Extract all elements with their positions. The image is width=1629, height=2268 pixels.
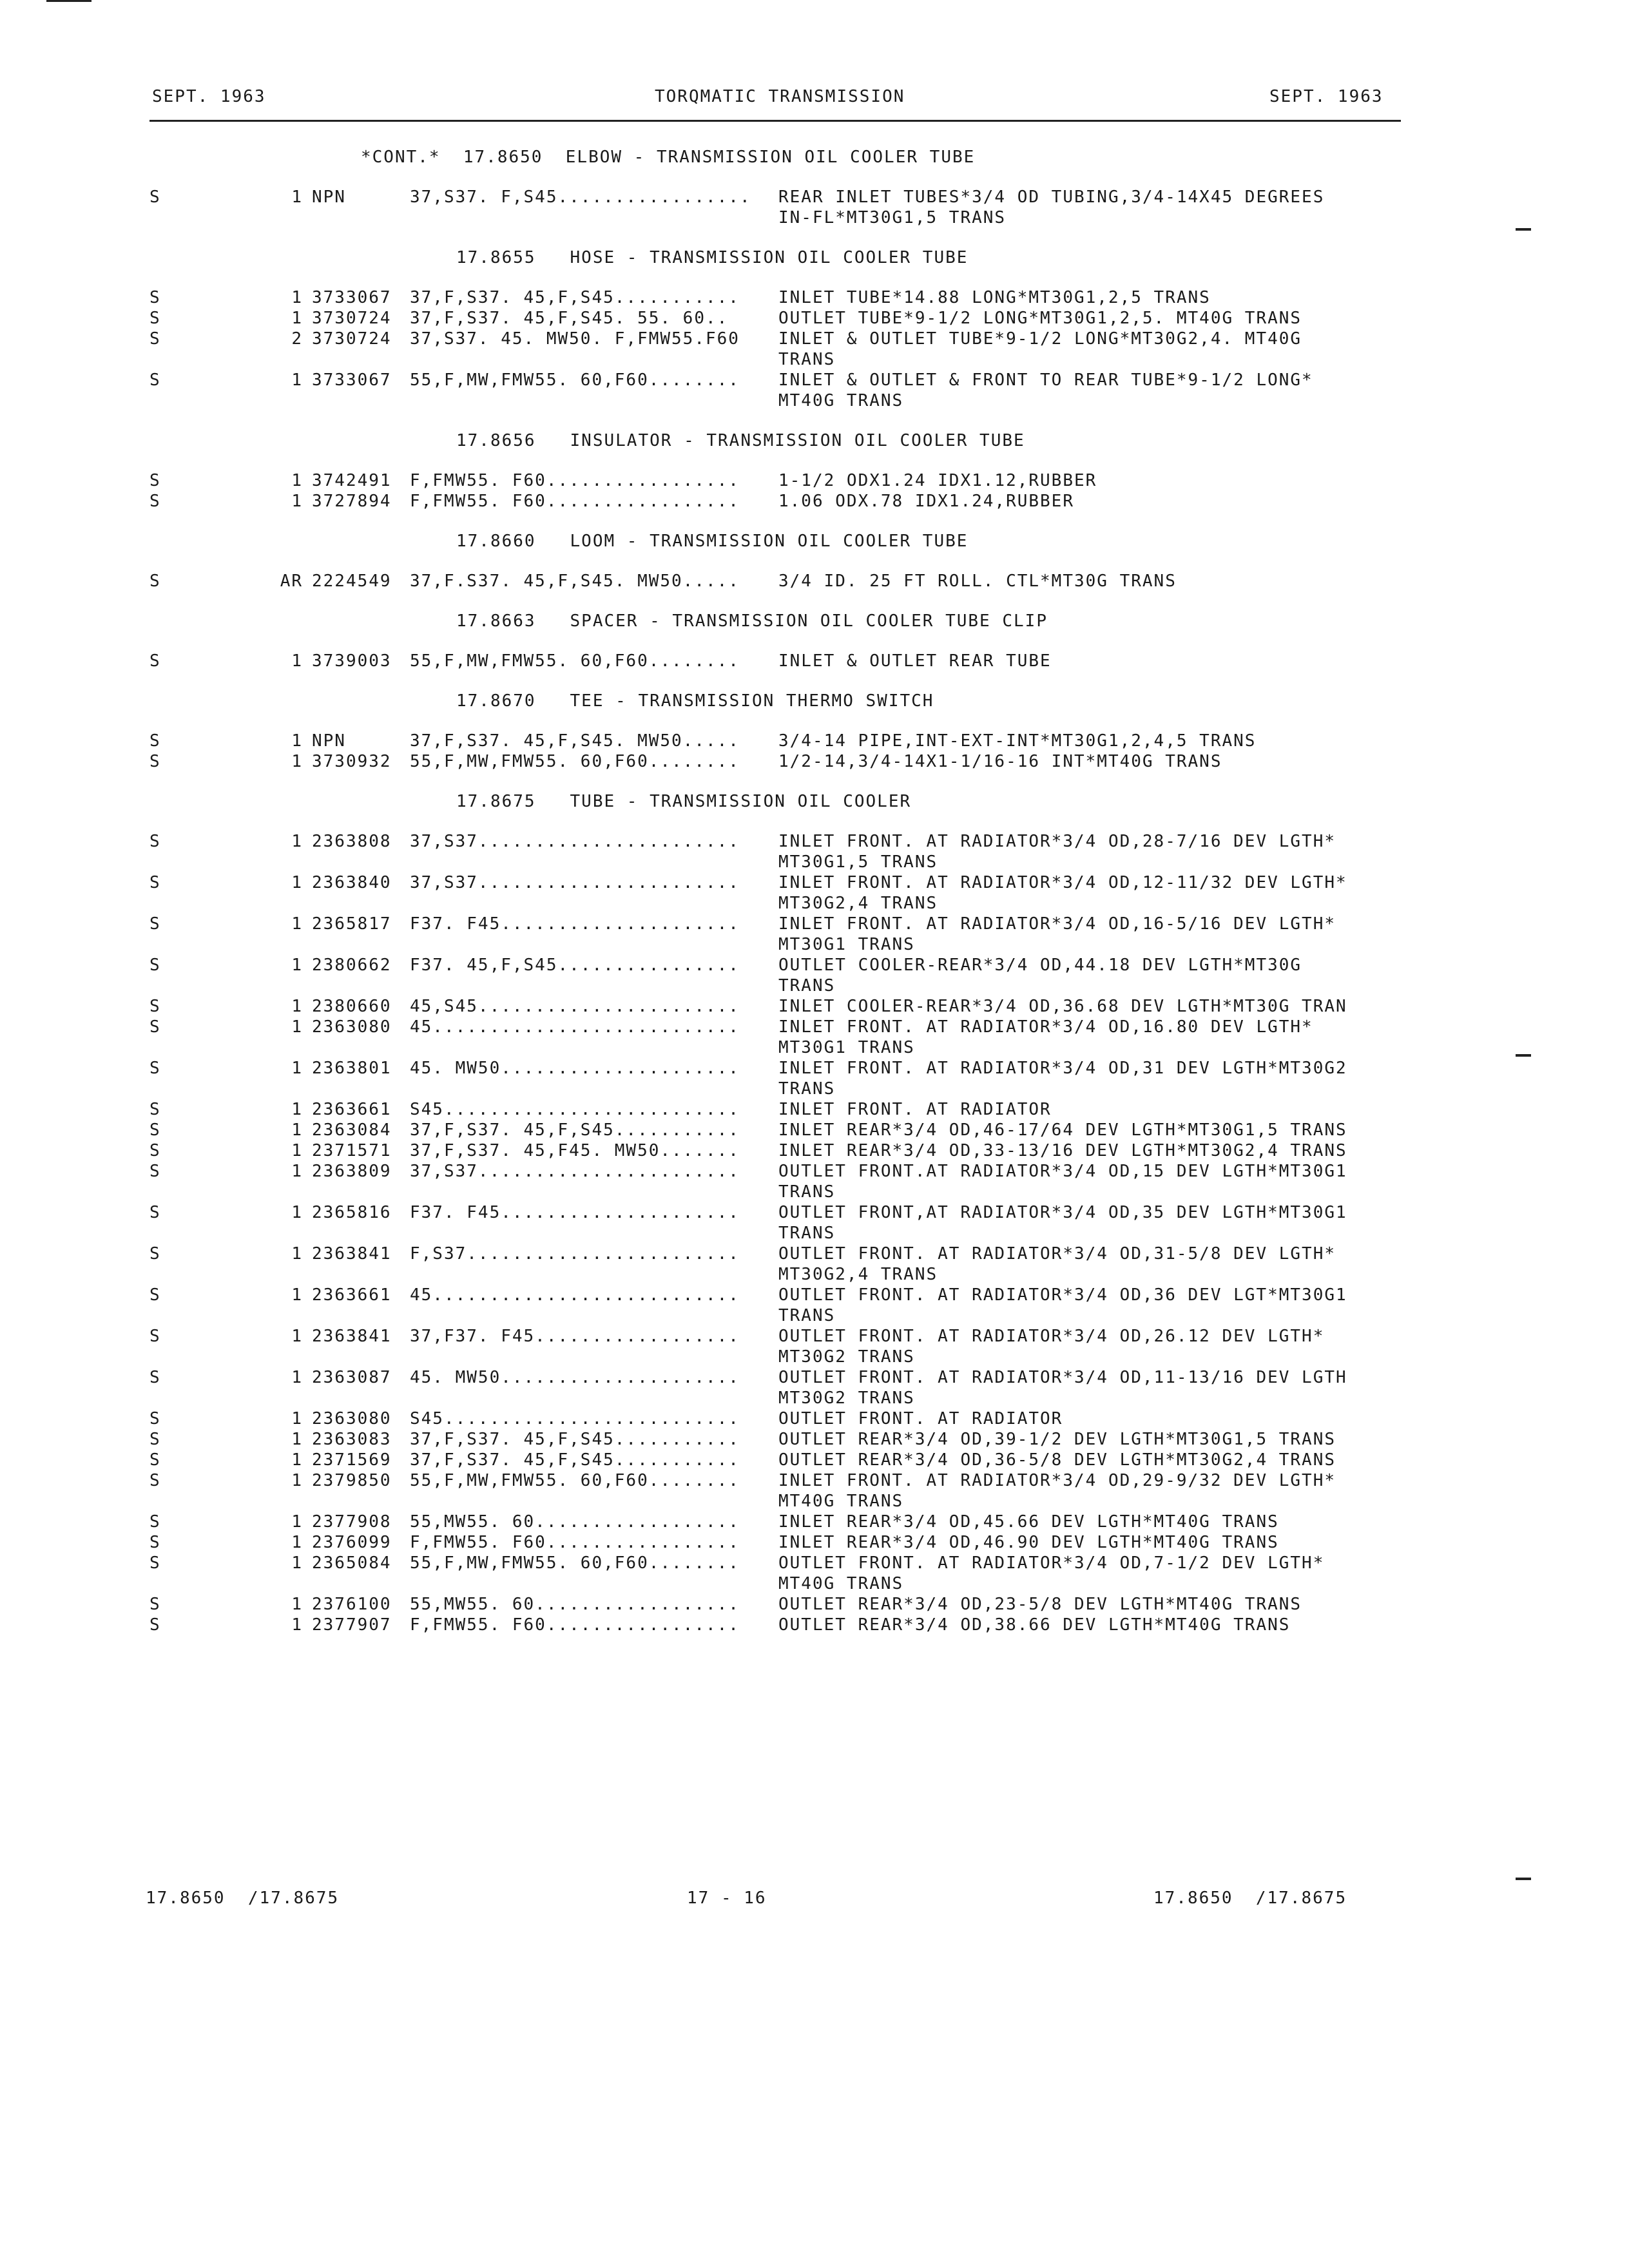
quantity: 1 (291, 1430, 303, 1449)
service-flag: S (149, 329, 161, 349)
part-row (0, 872, 1629, 914)
quantity: AR (280, 572, 303, 591)
service-flag: S (149, 471, 161, 490)
part-number: 2379850 (312, 1471, 392, 1490)
section-heading (0, 691, 1629, 713)
part-row (0, 1120, 1629, 1140)
applicability: F37. 45,F,S45................ (410, 956, 740, 975)
part-description: INLET & OUTLET REAR TUBE (778, 651, 1052, 671)
quantity: 1 (291, 1120, 303, 1140)
part-description: INLET FRONT. AT RADIATOR*3/4 OD,16-5/16 DEV LGTH* MT30G1 TRANS (778, 914, 1336, 954)
scan-mark (46, 0, 92, 2)
section-title: 17.8656 INSULATOR - TRANSMISSION OIL COOLER TUBE (456, 431, 1025, 450)
part-number: 3739003 (312, 651, 392, 671)
part-number: 2365816 (312, 1203, 392, 1222)
applicability: 37,F.S37. 45,F,S45. MW50..... (410, 572, 740, 591)
service-flag: S (149, 1368, 161, 1387)
part-row (0, 1140, 1629, 1161)
service-flag: S (149, 1100, 161, 1119)
section-heading (0, 791, 1629, 813)
part-description: 1-1/2 ODX1.24 IDX1.12,RUBBER (778, 471, 1097, 490)
part-number: 2363080 (312, 1017, 392, 1037)
part-number: 2224549 (312, 572, 392, 591)
footer-range-left: 17.8650 /17.8675 (146, 1888, 340, 1908)
part-description: OUTLET FRONT. AT RADIATOR*3/4 OD,7-1/2 DEV LGTH* MT40G TRANS (778, 1553, 1325, 1593)
page-footer (0, 1888, 1629, 1911)
part-row (0, 1408, 1629, 1429)
part-description: INLET FRONT. AT RADIATOR*3/4 OD,28-7/16 DEV LGTH* MT30G1,5 TRANS (778, 832, 1336, 872)
part-row (0, 1450, 1629, 1470)
part-description: OUTLET REAR*3/4 OD,38.66 DEV LGTH*MT40G TRANS (778, 1615, 1291, 1635)
quantity: 1 (291, 1203, 303, 1222)
part-description: OUTLET REAR*3/4 OD,23-5/8 DEV LGTH*MT40G TRANS (778, 1595, 1302, 1614)
quantity: 1 (291, 997, 303, 1016)
quantity: 1 (291, 1285, 303, 1305)
part-description: INLET REAR*3/4 OD,33-13/16 DEV LGTH*MT30G2,4 TRANS (778, 1141, 1347, 1160)
applicability: 37,S37....................... (410, 873, 740, 892)
section-title: 17.8655 HOSE - TRANSMISSION OIL COOLER TUBE (456, 248, 969, 267)
part-description: OUTLET FRONT. AT RADIATOR (778, 1409, 1063, 1428)
part-row (0, 651, 1629, 671)
applicability: 37,F,S37. 45,F,S45. 55. 60.. (410, 309, 729, 328)
service-flag: S (149, 997, 161, 1016)
applicability: 37,S37....................... (410, 832, 740, 851)
applicability: F,FMW55. F60................. (410, 1533, 740, 1552)
service-flag: S (149, 492, 161, 511)
service-flag: S (149, 731, 161, 751)
part-row (0, 187, 1629, 228)
part-row (0, 831, 1629, 872)
part-description: OUTLET FRONT. AT RADIATOR*3/4 OD,26.12 DEV LGTH* MT30G2 TRANS (778, 1327, 1325, 1367)
part-number: 2377907 (312, 1615, 392, 1635)
service-flag: S (149, 832, 161, 851)
part-row (0, 1429, 1629, 1450)
part-description: OUTLET COOLER-REAR*3/4 OD,44.18 DEV LGTH*MT30G TRANS (778, 956, 1302, 995)
part-number: 2371571 (312, 1141, 392, 1160)
part-description: OUTLET FRONT. AT RADIATOR*3/4 OD,31-5/8 DEV LGTH* MT30G2,4 TRANS (778, 1244, 1336, 1284)
applicability: 45. MW50..................... (410, 1368, 740, 1387)
applicability: 55,F,MW,FMW55. 60,F60........ (410, 1553, 740, 1573)
quantity: 1 (291, 956, 303, 975)
part-row (0, 1285, 1629, 1326)
part-row (0, 731, 1629, 751)
part-description: INLET & OUTLET & FRONT TO REAR TUBE*9-1/2 LONG* MT40G TRANS (778, 370, 1313, 410)
section-title: 17.8670 TEE - TRANSMISSION THERMO SWITCH (456, 691, 934, 711)
applicability: 37,F37. F45.................. (410, 1327, 740, 1346)
section-title: 17.8663 SPACER - TRANSMISSION OIL COOLER TUBE CLIP (456, 611, 1048, 631)
part-row (0, 1099, 1629, 1120)
quantity: 1 (291, 471, 303, 490)
header-date-right: SEPT. 1963 (1269, 87, 1383, 106)
section-title: *CONT.* 17.8650 ELBOW - TRANSMISSION OIL COOLER TUBE (361, 148, 976, 167)
quantity: 1 (291, 731, 303, 751)
part-row (0, 1367, 1629, 1408)
applicability: 45,S45....................... (410, 997, 740, 1016)
service-flag: S (149, 1430, 161, 1449)
part-description: INLET FRONT. AT RADIATOR*3/4 OD,12-11/32 DEV LGTH* MT30G2,4 TRANS (778, 873, 1347, 913)
part-row (0, 955, 1629, 996)
part-number: 2363080 (312, 1409, 392, 1428)
applicability: S45.......................... (410, 1100, 740, 1119)
service-flag: S (149, 1285, 161, 1305)
service-flag: S (149, 1409, 161, 1428)
part-description: 1.06 ODX.78 IDX1.24,RUBBER (778, 492, 1074, 511)
part-number: 3742491 (312, 471, 392, 490)
quantity: 1 (291, 288, 303, 307)
section-heading (0, 531, 1629, 553)
service-flag: S (149, 914, 161, 934)
service-flag: S (149, 1203, 161, 1222)
part-row (0, 1202, 1629, 1244)
quantity: 1 (291, 1162, 303, 1181)
part-number: 2363083 (312, 1430, 392, 1449)
quantity: 1 (291, 1533, 303, 1552)
part-number: 2363801 (312, 1059, 392, 1078)
part-row (0, 470, 1629, 491)
quantity: 1 (291, 1595, 303, 1614)
part-description: INLET FRONT. AT RADIATOR*3/4 OD,29-9/32 DEV LGTH* MT40G TRANS (778, 1471, 1336, 1511)
applicability: F37. F45..................... (410, 914, 740, 934)
applicability: 37,F,S37. 45,F,S45........... (410, 288, 740, 307)
part-row (0, 329, 1629, 370)
part-number: 2363840 (312, 873, 392, 892)
part-number: 2377908 (312, 1512, 392, 1532)
part-number: 3730932 (312, 752, 392, 771)
footer-page-number: 17 - 16 (687, 1888, 767, 1908)
service-flag: S (149, 1512, 161, 1532)
part-number: 2363841 (312, 1244, 392, 1264)
applicability: S45.......................... (410, 1409, 740, 1428)
quantity: 1 (291, 1059, 303, 1078)
part-description: INLET REAR*3/4 OD,45.66 DEV LGTH*MT40G TRANS (778, 1512, 1279, 1532)
part-number: 2363661 (312, 1285, 392, 1305)
applicability: 37,F,S37. 45,F,S45. MW50..... (410, 731, 740, 751)
part-row (0, 1512, 1629, 1532)
part-number: 2363808 (312, 832, 392, 851)
part-description: OUTLET REAR*3/4 OD,36-5/8 DEV LGTH*MT30G2,4 TRANS (778, 1450, 1336, 1470)
part-number: 2380660 (312, 997, 392, 1016)
quantity: 1 (291, 914, 303, 934)
part-number: 2363661 (312, 1100, 392, 1119)
applicability: 55,F,MW,FMW55. 60,F60........ (410, 752, 740, 771)
header-date-left: SEPT. 1963 (152, 87, 266, 106)
quantity: 1 (291, 752, 303, 771)
service-flag: S (149, 309, 161, 328)
quantity: 1 (291, 187, 303, 207)
part-number: NPN (312, 187, 346, 207)
quantity: 1 (291, 309, 303, 328)
applicability: 37,S37. F,S45................. (410, 187, 751, 207)
applicability: F,S37........................ (410, 1244, 740, 1264)
part-number: 3730724 (312, 309, 392, 328)
part-description: REAR INLET TUBES*3/4 OD TUBING,3/4-14X45 DEGREES IN-FL*MT30G1,5 TRANS (778, 187, 1325, 227)
quantity: 1 (291, 1017, 303, 1037)
part-row (0, 751, 1629, 772)
part-description: INLET REAR*3/4 OD,46.90 DEV LGTH*MT40G TRANS (778, 1533, 1279, 1552)
part-description: OUTLET FRONT.AT RADIATOR*3/4 OD,15 DEV LGTH*MT30G1 TRANS (778, 1162, 1347, 1202)
part-row (0, 308, 1629, 329)
part-number: 2363087 (312, 1368, 392, 1387)
scan-mark (1516, 1878, 1531, 1880)
quantity: 2 (291, 329, 303, 349)
section-heading (0, 611, 1629, 633)
part-description: INLET COOLER-REAR*3/4 OD,36.68 DEV LGTH*MT30G TRAN (778, 997, 1347, 1016)
quantity: 1 (291, 1512, 303, 1532)
service-flag: S (149, 1450, 161, 1470)
part-row (0, 1244, 1629, 1285)
part-row (0, 1470, 1629, 1512)
quantity: 1 (291, 1141, 303, 1160)
quantity: 1 (291, 1615, 303, 1635)
service-flag: S (149, 1615, 161, 1635)
section-heading (0, 430, 1629, 452)
header-rule (149, 120, 1401, 122)
section-title: 17.8660 LOOM - TRANSMISSION OIL COOLER TUBE (456, 532, 969, 551)
part-row (0, 1326, 1629, 1367)
applicability: F,FMW55. F60................. (410, 1615, 740, 1635)
part-description: INLET FRONT. AT RADIATOR (778, 1100, 1052, 1119)
part-row (0, 1058, 1629, 1099)
applicability: F37. F45..................... (410, 1203, 740, 1222)
service-flag: S (149, 1059, 161, 1078)
part-description: OUTLET TUBE*9-1/2 LONG*MT30G1,2,5. MT40G TRANS (778, 309, 1302, 328)
footer-range-right: 17.8650 /17.8675 (1153, 1888, 1347, 1908)
parts-catalog (0, 147, 1629, 1635)
service-flag: S (149, 1141, 161, 1160)
part-description: 1/2-14,3/4-14X1-1/16-16 INT*MT40G TRANS (778, 752, 1222, 771)
service-flag: S (149, 187, 161, 207)
service-flag: S (149, 752, 161, 771)
service-flag: S (149, 1327, 161, 1346)
part-number: 2371569 (312, 1450, 392, 1470)
page-header (0, 86, 1629, 110)
part-description: OUTLET FRONT. AT RADIATOR*3/4 OD,36 DEV LGT*MT30G1 TRANS (778, 1285, 1347, 1325)
part-number: 2365817 (312, 914, 392, 934)
part-row (0, 996, 1629, 1017)
service-flag: S (149, 1162, 161, 1181)
applicability: 37,S37. 45. MW50. F,FMW55.F60 (410, 329, 740, 349)
part-row (0, 1017, 1629, 1058)
quantity: 1 (291, 1244, 303, 1264)
part-description: INLET FRONT. AT RADIATOR*3/4 OD,31 DEV LGTH*MT30G2 TRANS (778, 1059, 1347, 1099)
service-flag: S (149, 1017, 161, 1037)
quantity: 1 (291, 1327, 303, 1346)
applicability: 37,F,S37. 45,F45. MW50....... (410, 1141, 740, 1160)
header-title: TORQMATIC TRANSMISSION (655, 87, 905, 106)
quantity: 1 (291, 1368, 303, 1387)
part-description: INLET TUBE*14.88 LONG*MT30G1,2,5 TRANS (778, 288, 1211, 307)
quantity: 1 (291, 651, 303, 671)
part-row (0, 571, 1629, 591)
service-flag: S (149, 1244, 161, 1264)
applicability: 55,MW55. 60.................. (410, 1595, 740, 1614)
section-heading (0, 147, 1629, 169)
part-number: 3730724 (312, 329, 392, 349)
part-number: 3733067 (312, 370, 392, 390)
part-row (0, 287, 1629, 308)
section-title: 17.8675 TUBE - TRANSMISSION OIL COOLER (456, 792, 912, 811)
part-row (0, 1161, 1629, 1202)
part-description: OUTLET FRONT,AT RADIATOR*3/4 OD,35 DEV LGTH*MT30G1 TRANS (778, 1203, 1347, 1243)
applicability: F,FMW55. F60................. (410, 471, 740, 490)
part-description: INLET & OUTLET TUBE*9-1/2 LONG*MT30G2,4. MT40G TRANS (778, 329, 1302, 369)
part-number: 3727894 (312, 492, 392, 511)
applicability: 45........................... (410, 1285, 740, 1305)
part-row (0, 370, 1629, 411)
service-flag: S (149, 651, 161, 671)
applicability: 55,F,MW,FMW55. 60,F60........ (410, 651, 740, 671)
part-description: INLET REAR*3/4 OD,46-17/64 DEV LGTH*MT30G1,5 TRANS (778, 1120, 1347, 1140)
service-flag: S (149, 288, 161, 307)
part-row (0, 1532, 1629, 1553)
service-flag: S (149, 1595, 161, 1614)
applicability: 37,F,S37. 45,F,S45........... (410, 1450, 740, 1470)
part-number: 2363841 (312, 1327, 392, 1346)
part-number: 2363084 (312, 1120, 392, 1140)
quantity: 1 (291, 1553, 303, 1573)
quantity: 1 (291, 370, 303, 390)
applicability: 55,F,MW,FMW55. 60,F60........ (410, 1471, 740, 1490)
service-flag: S (149, 572, 161, 591)
applicability: 55,MW55. 60.................. (410, 1512, 740, 1532)
part-number: 2380662 (312, 956, 392, 975)
part-description: OUTLET FRONT. AT RADIATOR*3/4 OD,11-13/16 DEV LGTH MT30G2 TRANS (778, 1368, 1347, 1408)
part-number: 2365084 (312, 1553, 392, 1573)
applicability: 37,S37....................... (410, 1162, 740, 1181)
part-number: 2363809 (312, 1162, 392, 1181)
quantity: 1 (291, 873, 303, 892)
part-description: 3/4 ID. 25 FT ROLL. CTL*MT30G TRANS (778, 572, 1177, 591)
section-heading (0, 247, 1629, 269)
quantity: 1 (291, 832, 303, 851)
part-row (0, 914, 1629, 955)
applicability: 45........................... (410, 1017, 740, 1037)
service-flag: S (149, 956, 161, 975)
part-row (0, 1594, 1629, 1615)
applicability: F,FMW55. F60................. (410, 492, 740, 511)
service-flag: S (149, 873, 161, 892)
applicability: 37,F,S37. 45,F,S45........... (410, 1120, 740, 1140)
quantity: 1 (291, 1450, 303, 1470)
part-number: 2376100 (312, 1595, 392, 1614)
quantity: 1 (291, 1471, 303, 1490)
service-flag: S (149, 1120, 161, 1140)
applicability: 45. MW50..................... (410, 1059, 740, 1078)
applicability: 55,F,MW,FMW55. 60,F60........ (410, 370, 740, 390)
quantity: 1 (291, 1100, 303, 1119)
part-row (0, 1553, 1629, 1594)
part-number: NPN (312, 731, 346, 751)
part-description: INLET FRONT. AT RADIATOR*3/4 OD,16.80 DEV LGTH* MT30G1 TRANS (778, 1017, 1313, 1057)
part-row (0, 1615, 1629, 1635)
service-flag: S (149, 1533, 161, 1552)
part-description: OUTLET REAR*3/4 OD,39-1/2 DEV LGTH*MT30G1,5 TRANS (778, 1430, 1336, 1449)
quantity: 1 (291, 1409, 303, 1428)
service-flag: S (149, 1471, 161, 1490)
applicability: 37,F,S37. 45,F,S45........... (410, 1430, 740, 1449)
service-flag: S (149, 370, 161, 390)
part-number: 2376099 (312, 1533, 392, 1552)
quantity: 1 (291, 492, 303, 511)
service-flag: S (149, 1553, 161, 1573)
part-description: 3/4-14 PIPE,INT-EXT-INT*MT30G1,2,4,5 TRANS (778, 731, 1257, 751)
part-number: 3733067 (312, 288, 392, 307)
part-row (0, 491, 1629, 512)
